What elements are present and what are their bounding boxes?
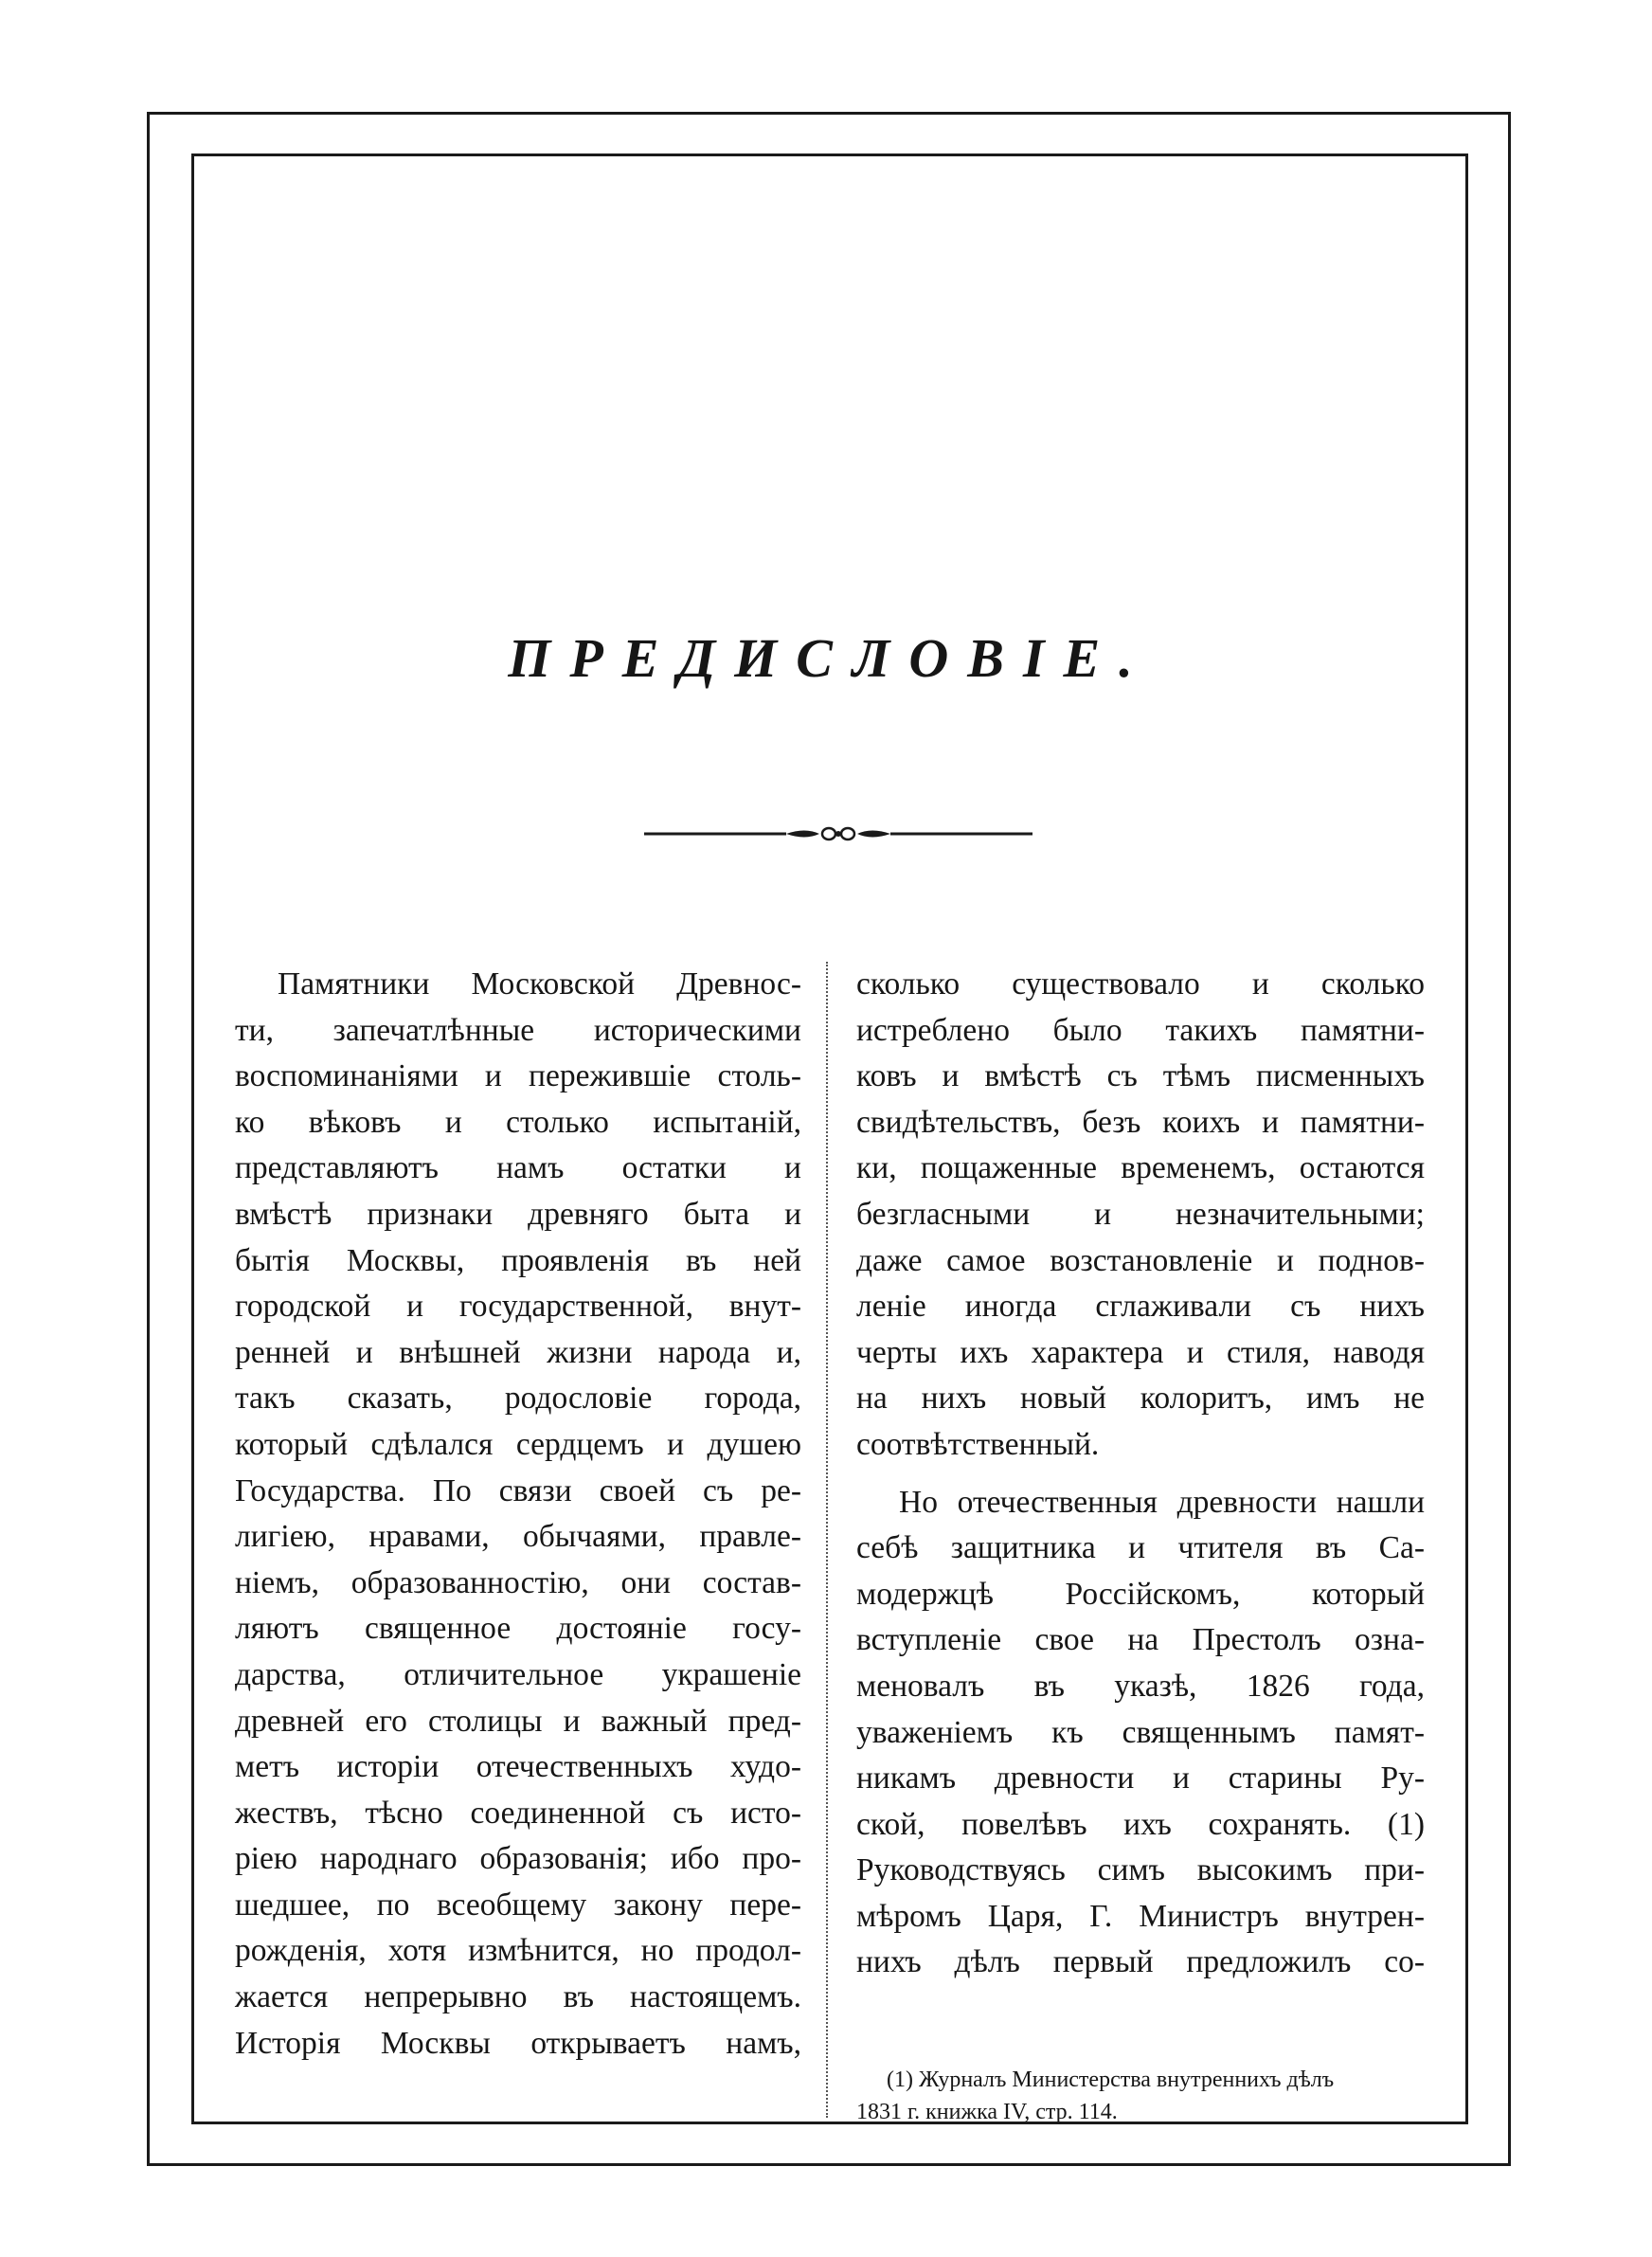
text-line: ки, пощаженные временемъ, остаются: [856, 1150, 1425, 1186]
text-line: сколько существовало и сколько: [856, 966, 1425, 1002]
text-line: древней его столицы и важный пред-: [235, 1703, 801, 1739]
text-line: себѣ защитника и чтителя въ Са-: [856, 1530, 1425, 1566]
column-divider: [826, 962, 828, 2118]
text-line: лигіею, нравами, обычаями, правле-: [235, 1519, 801, 1555]
text-line: мѣромъ Царя, Г. Министръ внутрен-: [856, 1898, 1425, 1934]
text-line: вступленіе свое на Престолъ озна-: [856, 1622, 1425, 1658]
left-text-column: [235, 962, 801, 2067]
text-line: жествъ, тѣсно соединенной съ исто-: [235, 1795, 801, 1831]
text-line: Государства. По связи своей съ ре-: [235, 1472, 801, 1508]
text-line: ковъ и вмѣстѣ съ тѣмъ писменныхъ: [856, 1058, 1425, 1094]
text-line: безгласными и незначительными;: [856, 1196, 1425, 1232]
text-line: черты ихъ характера и стиля, наводя: [856, 1334, 1425, 1370]
text-line: свидѣтельствъ, безъ коихъ и памятни-: [856, 1104, 1425, 1140]
text-line: городской и государственной, внут-: [235, 1289, 801, 1325]
text-line: леніе иногда сглаживали съ нихъ: [856, 1289, 1425, 1325]
text-line: Руководствуясь симъ высокимъ при-: [856, 1852, 1425, 1888]
text-line: Исторія Москвы открываетъ намъ,: [235, 2025, 801, 2061]
text-line: истреблено было такихъ памятни-: [856, 1012, 1425, 1048]
footnote-line-1: (1) Журналъ Министерства внутреннихъ дѣлъ: [887, 2067, 1335, 2092]
text-line: Памятники Московской Древнос-: [278, 966, 801, 1002]
text-line: ріею народнаго образованія; ибо про-: [235, 1841, 801, 1877]
text-line: ко вѣковъ и столько испытаній,: [235, 1104, 801, 1140]
text-line: ренней и внѣшней жизни народа и,: [235, 1334, 801, 1370]
text-line: дарства, отличительное украшеніе: [235, 1656, 801, 1692]
text-line: представляютъ намъ остатки и: [235, 1150, 801, 1186]
text-line: ти, запечатлѣнные историческими: [235, 1012, 801, 1048]
text-line: ской, повелѣвъ ихъ сохранять. (1): [856, 1806, 1425, 1842]
text-line: шедшее, по всеобщему закону пере-: [235, 1887, 801, 1923]
text-line: бытія Москвы, проявленія въ ней: [235, 1242, 801, 1278]
text-line: соотвѣтственный.: [856, 1426, 1100, 1462]
text-line: никамъ древности и старины Ру-: [856, 1760, 1425, 1797]
text-line: модержцѣ Россійскомъ, который: [856, 1576, 1425, 1612]
text-line: ляютъ священное достояніе госу-: [235, 1611, 801, 1647]
footnote: [856, 2064, 1425, 2128]
text-line: такъ сказать, родословіе города,: [235, 1381, 801, 1417]
text-line: меновалъ въ указѣ, 1826 года,: [856, 1668, 1425, 1704]
text-line: который сдѣлался сердцемъ и душею: [235, 1426, 801, 1462]
text-line: уваженіемъ къ священнымъ памят-: [856, 1714, 1425, 1750]
text-line: на нихъ новый колоритъ, имъ не: [856, 1381, 1425, 1417]
ornament-divider: [644, 822, 1032, 845]
footnote-line-2: 1831 г. книжка IV, стр. 114.: [856, 2100, 1118, 2124]
text-line: даже самое возстановленіе и поднов-: [856, 1242, 1425, 1278]
text-line: нихъ дѣлъ первый предложилъ со-: [856, 1944, 1425, 1980]
text-line: Но отечественныя древности нашли: [899, 1484, 1425, 1520]
right-text-column: [856, 962, 1425, 1986]
page-title: ПРЕДИСЛОВІЕ.: [508, 627, 1152, 689]
text-line: рожденія, хотя измѣнится, но продол-: [235, 1933, 801, 1969]
text-line: метъ исторіи отечественныхъ худо-: [235, 1749, 801, 1785]
text-line: жается непрерывно въ настоящемъ.: [235, 1979, 801, 2015]
paragraph-gap: [856, 1469, 1425, 1480]
text-line: ніемъ, образованностію, они состав-: [235, 1564, 801, 1600]
text-line: воспоминаніями и пережившіе столь-: [235, 1058, 801, 1094]
text-line: вмѣстѣ признаки древняго быта и: [235, 1196, 801, 1232]
